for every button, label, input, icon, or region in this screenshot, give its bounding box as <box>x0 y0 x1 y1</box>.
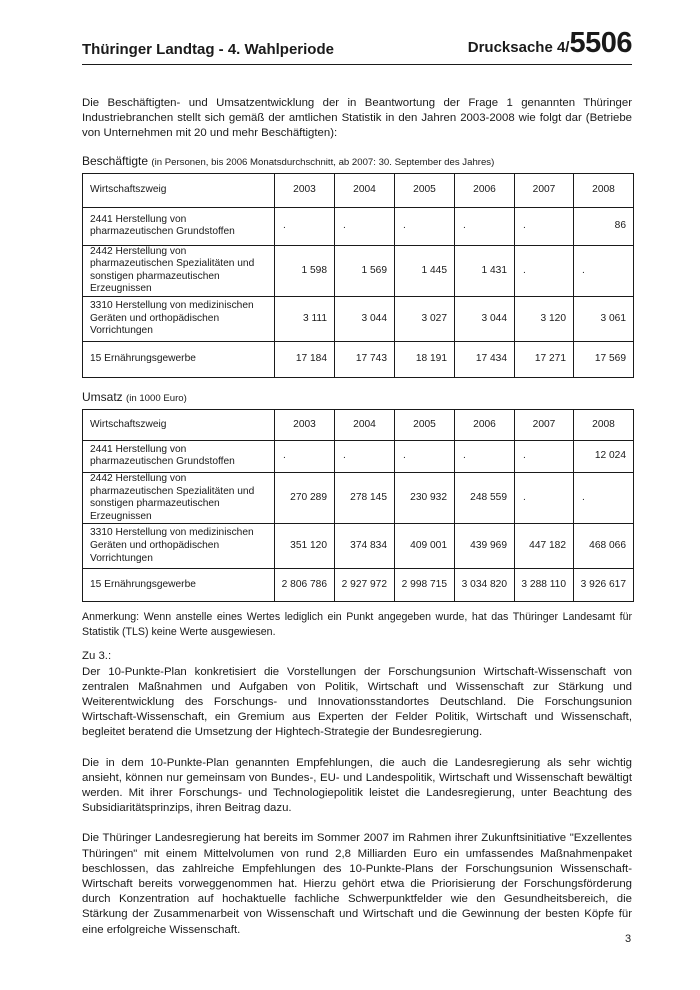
table-cell: 3 288 110 <box>515 569 574 602</box>
row-label: 2441 Herstellung von pharmazeutischen Grundstoffen <box>83 440 275 472</box>
header-cell: 2008 <box>574 409 634 440</box>
table-row <box>83 472 634 523</box>
table-cell: . <box>515 472 574 523</box>
header-cell: Wirtschaftszweig <box>83 409 275 440</box>
table-cell: 468 066 <box>574 524 634 569</box>
header-cell: 2003 <box>275 409 335 440</box>
revenue-table <box>82 409 634 602</box>
table-header-row <box>83 173 634 207</box>
table-cell: . <box>275 207 335 245</box>
page-number: 3 <box>625 933 632 945</box>
body-paragraph: Die in dem 10-Punkte-Plan genannten Empfehlungen, die auch die Landesregierung als sehr wichtig ansieht, können nur gemeinsam von Bundes-, EU- und Landespolitik, Wirtschaft und Wissenschaft bewältigt werden. Mit ihrer Forschungs- und Technologiepolitik leistet die Landesregierung, unter Beachtung des Subsidiaritätsprinzips, ihren Beitrag dazu. <box>82 756 632 815</box>
table-cell: 439 969 <box>455 524 515 569</box>
table-cell: 3 926 617 <box>574 569 634 602</box>
table-cell: 86 <box>574 207 634 245</box>
table-cell: . <box>395 440 455 472</box>
page-header <box>82 28 632 65</box>
table-cell: 17 434 <box>455 341 515 377</box>
header-cell: 2005 <box>395 409 455 440</box>
table-cell: 3 044 <box>335 296 395 341</box>
row-label: 2442 Herstellung von pharmazeutischen Spezialitäten und sonstigen pharmazeutischen Erzeugnissen <box>83 472 275 523</box>
table-cell: . <box>515 245 574 296</box>
table-cell: 3 120 <box>515 296 574 341</box>
table-cell: 1 569 <box>335 245 395 296</box>
row-label: 15 Ernährungsgewerbe <box>83 341 275 377</box>
row-label: 2441 Herstellung von pharmazeutischen Grundstoffen <box>83 207 275 245</box>
table-cell: . <box>335 207 395 245</box>
table-cell: . <box>275 440 335 472</box>
row-label: 15 Ernährungsgewerbe <box>83 569 275 602</box>
table-cell: 17 569 <box>574 341 634 377</box>
table-cell: 17 184 <box>275 341 335 377</box>
table-note: Anmerkung: Wenn anstelle eines Wertes lediglich ein Punkt angegeben wurde, hat das Thüringer Landesamt für Statistik (TLS) keine Werte ausgewiesen. <box>82 611 632 639</box>
table-header-row <box>83 409 634 440</box>
table-cell: . <box>574 245 634 296</box>
body-paragraph: Die Thüringer Landesregierung hat bereits im Sommer 2007 im Rahmen ihrer Zukunftsinitiative "Exzellentes Thüringen" mit einem Mittelvolumen von rund 2,8 Milliarden Euro ein umfassendes Maßnahmenpaket beschlossen, das zahlreiche Empfehlungen des 10-Punkte-Plans der Forschungsunion Wissenschaft-Wirtschaft bereits vorweggenommen hat. Hierzu gehört etwa die Priorisierung der Forschungsförderung durch Konzentration auf hochaktuelle fachliche Schwerpunktfelder wie den Gesundheitsbereich, die Stärkung der Zusammenarbeit von Wissenschaft und Wirtschaft und die Gewinnung der besten Köpfe für eine erfolgreiche Wissenschaft. <box>82 832 632 936</box>
table-cell: 278 145 <box>335 472 395 523</box>
header-cell: 2006 <box>455 409 515 440</box>
table2-subtitle: (in 1000 Euro) <box>126 392 187 404</box>
table-cell: . <box>395 207 455 245</box>
table-row <box>83 207 634 245</box>
table-cell: 374 834 <box>335 524 395 569</box>
table-cell: 1 445 <box>395 245 455 296</box>
table-row <box>83 569 634 602</box>
header-cell: 2004 <box>335 173 395 207</box>
table2-title: Umsatz <box>82 389 123 404</box>
header-cell: 2006 <box>455 173 515 207</box>
table1-subtitle: (in Personen, bis 2006 Monatsdurchschnitt, ab 2007: 30. September des Jahres) <box>151 156 495 168</box>
table-cell: 17 271 <box>515 341 574 377</box>
header-cell: 2007 <box>515 173 574 207</box>
table-cell: 12 024 <box>574 440 634 472</box>
table-cell: . <box>574 472 634 523</box>
table-cell: 248 559 <box>455 472 515 523</box>
page-body <box>82 96 632 938</box>
table-cell: 2 998 715 <box>395 569 455 602</box>
table1-title: Beschäftigte <box>82 153 149 168</box>
body-paragraph: Der 10-Punkte-Plan konkretisiert die Vorstellungen der Forschungsunion Wirtschaft-Wissenschaft von zentralen Maßnahmen und Aufgaben von Politik, Wirtschaft und Wissenschaft zur Stärkung und Weiterentwicklung des Forschungs- und Innovationsstandortes Deutschland. Die Forschungsunion Wirtschaft-Wissenschaft, ein Gremium aus Experten der Felder Politik, Wirtschaft und Wissenschaft, begleitet beratend die Umsetzung der Hightech-Strategie der Bundesregierung. <box>82 665 632 739</box>
header-cell: 2004 <box>335 409 395 440</box>
table-cell: 17 743 <box>335 341 395 377</box>
table-cell: 270 289 <box>275 472 335 523</box>
table-cell: 1 598 <box>275 245 335 296</box>
table2-caption <box>82 390 632 406</box>
table-cell: . <box>335 440 395 472</box>
header-document-id: 5506 <box>569 27 632 59</box>
table-cell: 2 927 972 <box>335 569 395 602</box>
table-cell: . <box>515 207 574 245</box>
table-cell: 447 182 <box>515 524 574 569</box>
row-label: 3310 Herstellung von medizinischen Geräten und orthopädischen Vorrichtungen <box>83 296 275 341</box>
header-document-label: Drucksache 4/ <box>467 39 570 56</box>
intro-paragraph: Die Beschäftigten- und Umsatzentwicklung der in Beantwortung der Frage 1 genannten Thüringer Industriebranchen stellt sich gemäß der amtlichen Statistik in den Jahren 2003-2008 wie folgt dar (Betriebe von Unternehmen mit 20 und mehr Beschäftigten): <box>82 97 632 140</box>
employees-table <box>82 173 634 378</box>
table-cell: . <box>515 440 574 472</box>
table-cell: 3 111 <box>275 296 335 341</box>
table-cell: 3 044 <box>455 296 515 341</box>
header-cell: 2007 <box>515 409 574 440</box>
header-cell: 2003 <box>275 173 335 207</box>
table-cell: 18 191 <box>395 341 455 377</box>
table-cell: 3 061 <box>574 296 634 341</box>
table-row <box>83 296 634 341</box>
section-heading-zu3: Zu 3.: <box>82 650 112 663</box>
table-cell: . <box>455 440 515 472</box>
header-document-number <box>468 27 632 60</box>
table-cell: 230 932 <box>395 472 455 523</box>
table-cell: 2 806 786 <box>275 569 335 602</box>
table1-caption <box>82 154 632 170</box>
table-row <box>83 524 634 569</box>
table-cell: 409 001 <box>395 524 455 569</box>
table-row <box>83 440 634 472</box>
header-parliament-title: Thüringer Landtag - 4. Wahlperiode <box>82 41 334 58</box>
table-cell: 351 120 <box>275 524 335 569</box>
header-cell: 2005 <box>395 173 455 207</box>
table-row <box>83 245 634 296</box>
row-label: 3310 Herstellung von medizinischen Geräten und orthopädischen Vorrichtungen <box>83 524 275 569</box>
table-cell: 3 034 820 <box>455 569 515 602</box>
header-cell: 2008 <box>574 173 634 207</box>
header-cell: Wirtschaftszweig <box>83 173 275 207</box>
table-cell: 3 027 <box>395 296 455 341</box>
row-label: 2442 Herstellung von pharmazeutischen Spezialitäten und sonstigen pharmazeutischen Erzeugnissen <box>83 245 275 296</box>
table-row <box>83 341 634 377</box>
table-cell: . <box>455 207 515 245</box>
table-cell: 1 431 <box>455 245 515 296</box>
